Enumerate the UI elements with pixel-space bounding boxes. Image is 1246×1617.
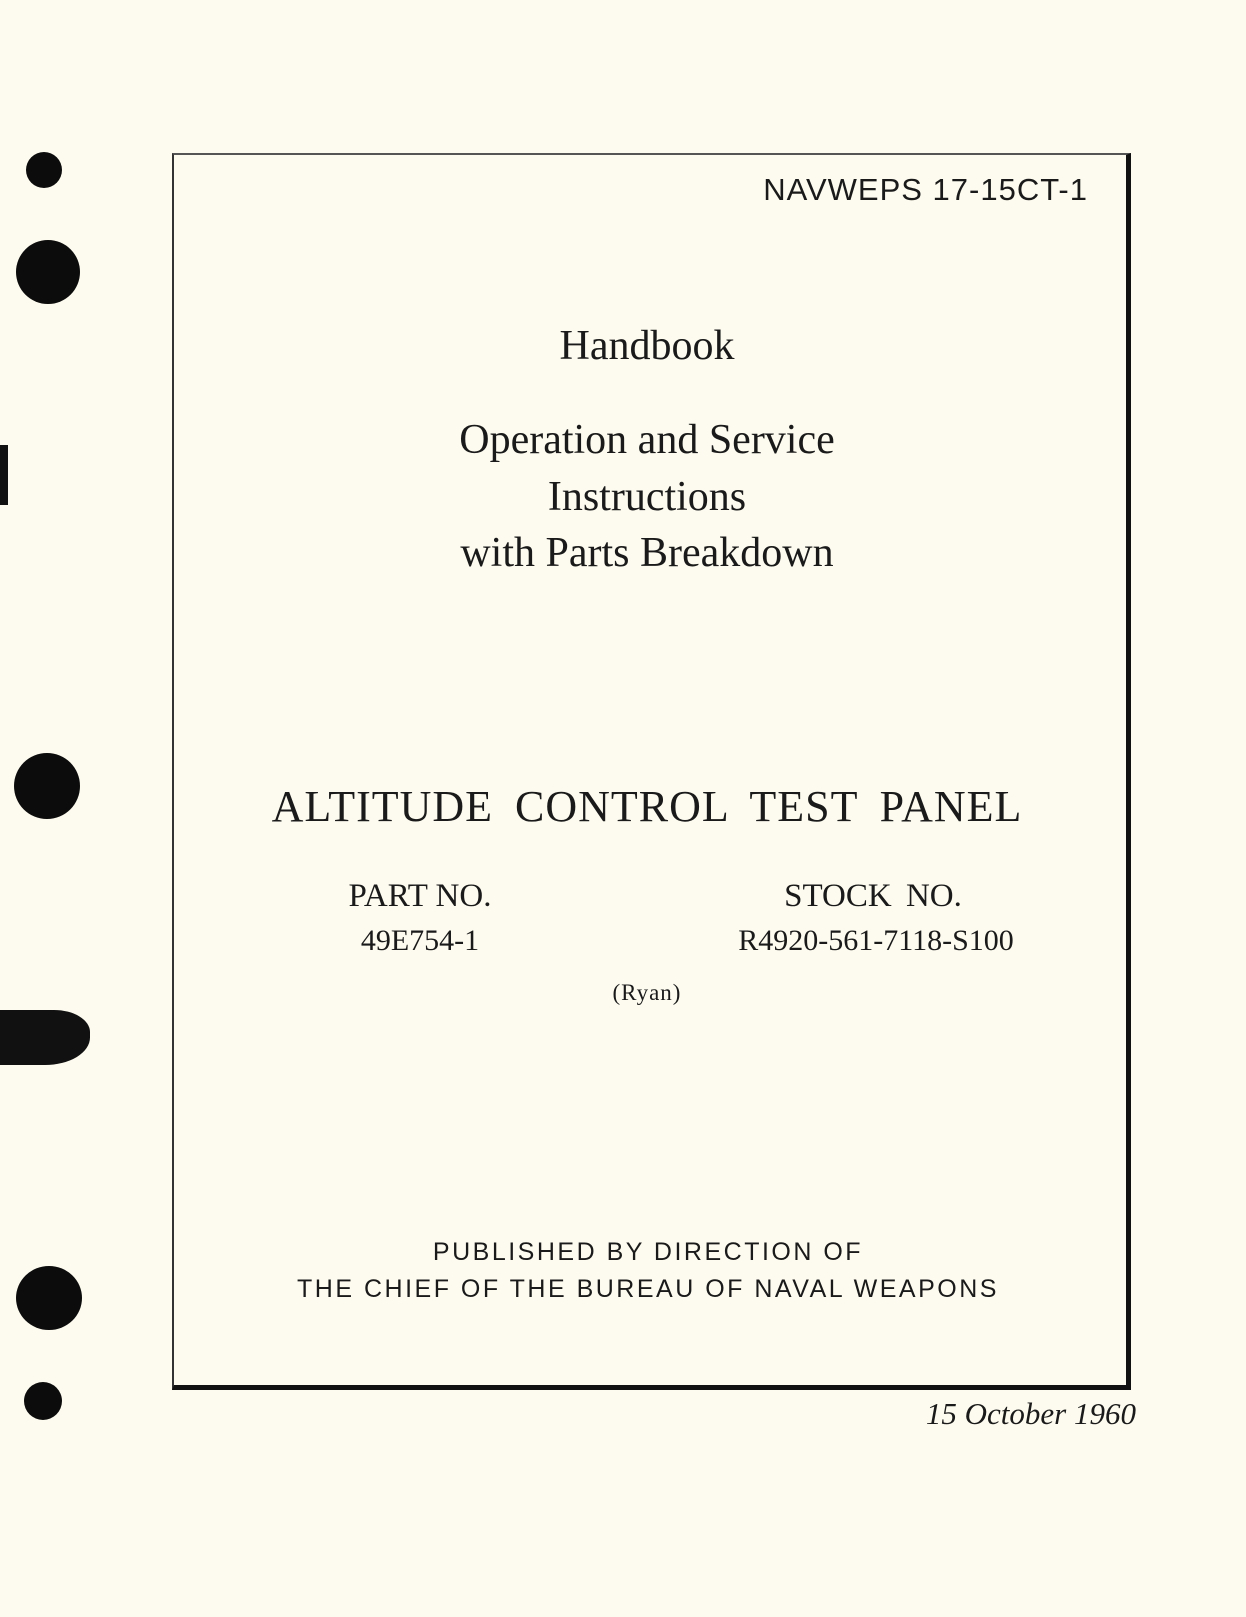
binder-hole bbox=[14, 753, 80, 819]
torn-paper-mark bbox=[0, 445, 8, 505]
publication-date: 15 October 1960 bbox=[925, 1396, 1136, 1431]
equipment-title: ALTITUDE CONTROL TEST PANEL bbox=[271, 782, 1023, 831]
handbook-title: Handbook bbox=[559, 323, 735, 369]
binder-hole bbox=[24, 1382, 62, 1420]
manufacturer: (Ryan) bbox=[612, 980, 682, 1005]
binder-hole bbox=[16, 1266, 82, 1330]
binder-hole bbox=[26, 152, 62, 188]
binder-hole bbox=[16, 240, 80, 304]
publisher-line: PUBLISHED BY DIRECTION OF bbox=[432, 1238, 864, 1266]
stock-number-label: STOCK NO. bbox=[784, 878, 962, 914]
subtitle-line: Instructions bbox=[547, 474, 747, 520]
part-number-label: PART NO. bbox=[348, 878, 492, 914]
part-number-value: 49E754-1 bbox=[360, 924, 480, 957]
subtitle-line: Operation and Service bbox=[459, 417, 835, 463]
stock-number-value: R4920-561-7118-S100 bbox=[738, 924, 1014, 957]
torn-paper-mark bbox=[0, 1010, 90, 1065]
subtitle-line: with Parts Breakdown bbox=[460, 530, 834, 576]
publisher-line: THE CHIEF OF THE BUREAU OF NAVAL WEAPONS bbox=[297, 1275, 999, 1303]
document-number: NAVWEPS 17-15CT-1 bbox=[763, 172, 1088, 207]
